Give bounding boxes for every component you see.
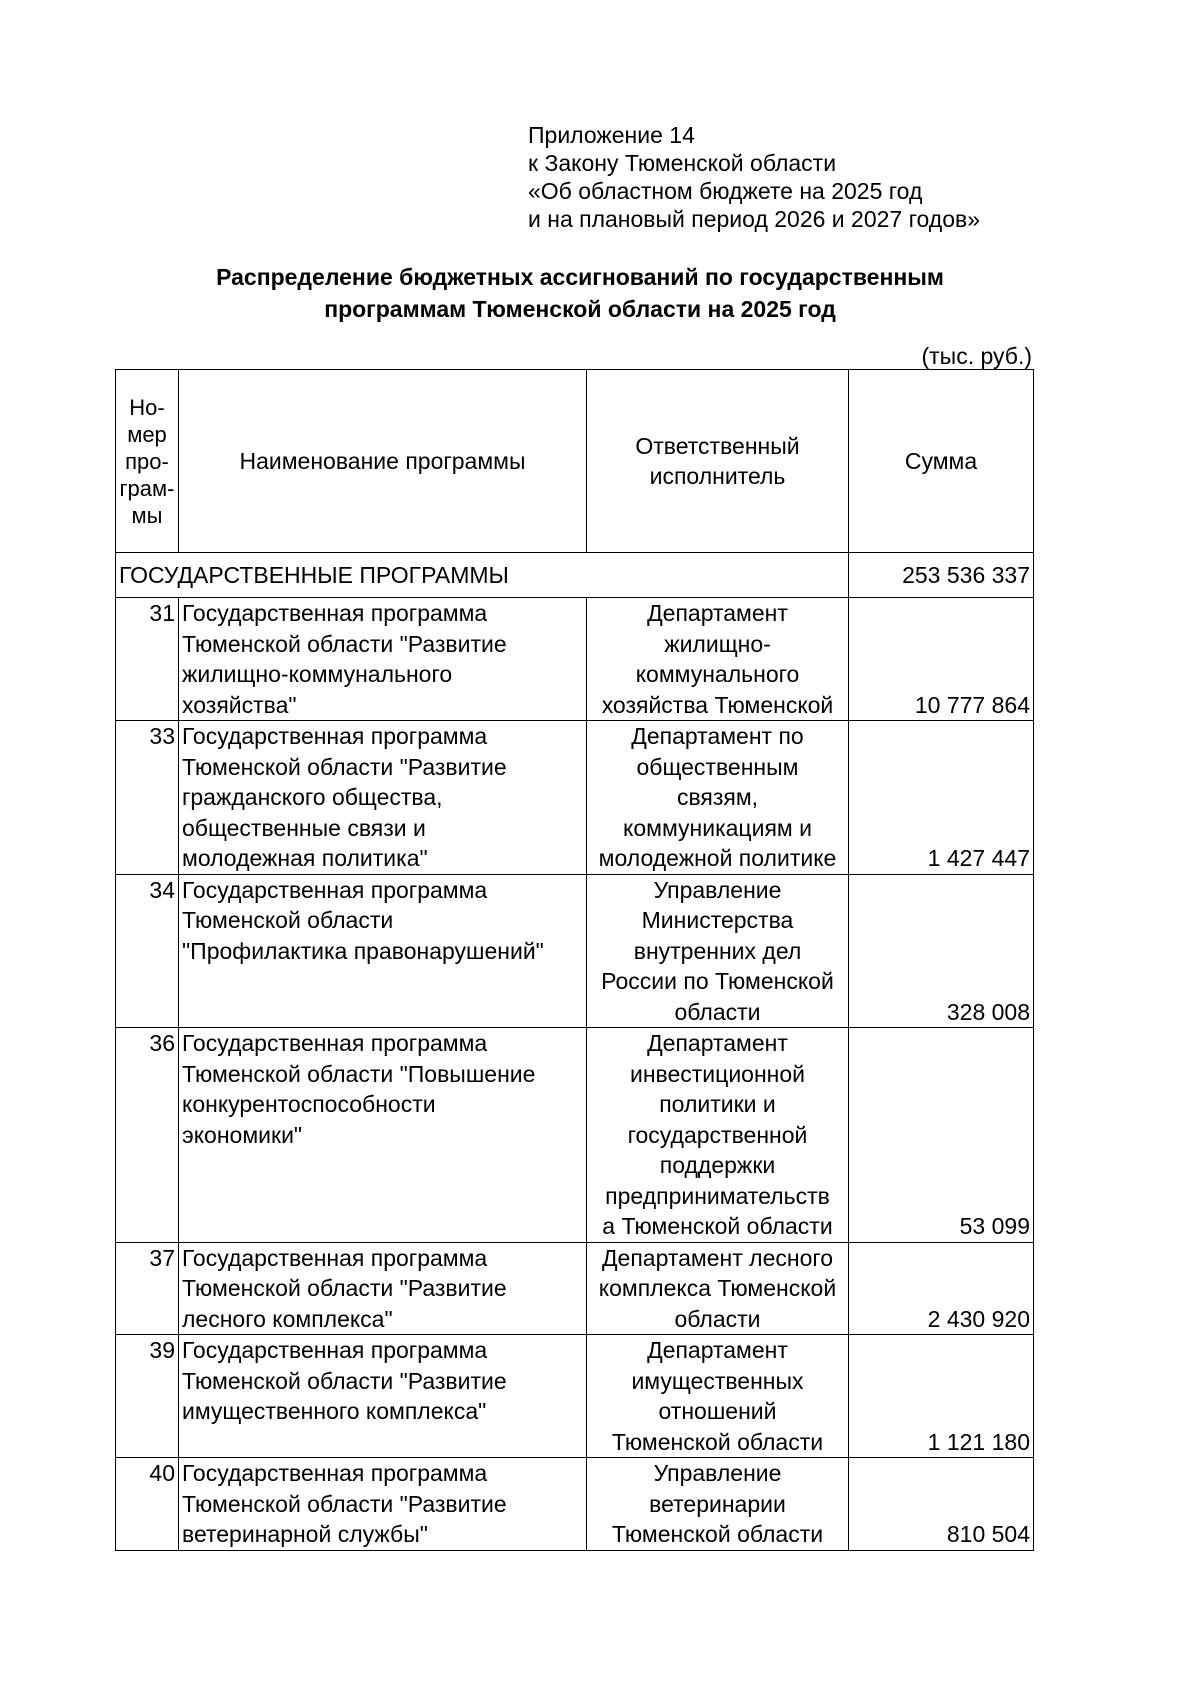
program-name-line: Государственная программа [182, 1030, 488, 1056]
program-number: 31 [116, 598, 179, 721]
table-row [116, 598, 1034, 721]
appendix-header [528, 121, 1088, 233]
program-name [179, 598, 587, 721]
executor-line: государственной [627, 1121, 808, 1148]
executor-line: Тюменской области [611, 1521, 824, 1547]
table-row [116, 721, 1034, 875]
executor-line: области [674, 1305, 761, 1332]
executor-line: внутренних дел [633, 937, 802, 964]
executor-line: Управление [653, 1460, 782, 1486]
appendix-line: «Об областном бюджете на 2025 год [528, 178, 923, 204]
program-name-line: Государственная программа [182, 600, 488, 626]
program-number: 36 [116, 1028, 179, 1243]
executor-line: молодежной политике [598, 845, 837, 871]
executor-line: поддержки [659, 1152, 776, 1178]
responsible-executor [587, 721, 849, 875]
program-name-line: Тюменской области [182, 907, 394, 933]
table-row [116, 1028, 1034, 1243]
responsible-executor [587, 1335, 849, 1458]
program-name-line: ветеринарной службы" [182, 1521, 428, 1547]
executor-line: Департамент лесного [601, 1244, 834, 1271]
program-name-line: Тюменской области "Развитие [182, 630, 507, 657]
executor-line: общественным [636, 753, 799, 780]
program-sum: 1 427 447 [849, 721, 1034, 875]
table-row [116, 1335, 1034, 1458]
executor-line: а Тюменской области [602, 1213, 833, 1239]
responsible-executor [587, 1242, 849, 1335]
document-title [160, 261, 1000, 325]
program-name-line: Государственная программа [182, 1244, 488, 1271]
program-sum: 328 008 [849, 874, 1034, 1028]
appendix-line: к Закону Тюменской области [528, 150, 837, 176]
program-name-line: экономики" [182, 1121, 303, 1148]
executor-line: ветеринарии [649, 1490, 786, 1517]
header-line: мы [131, 502, 163, 528]
program-name-line: "Профилактика правонарушений" [182, 937, 544, 964]
executor-line: жилищно- [664, 630, 771, 657]
program-number: 33 [116, 721, 179, 875]
table-row [116, 1242, 1034, 1335]
executor-line: предпринимательств [605, 1182, 830, 1209]
program-name-line: Государственная программа [182, 723, 488, 749]
program-name-line: лесного комплекса" [182, 1305, 393, 1332]
executor-line: хозяйства Тюменской [601, 691, 834, 718]
program-number: 39 [116, 1335, 179, 1458]
executor-line: Департамент [647, 600, 788, 626]
executor-line: Департамент по [631, 723, 804, 749]
budget-table [115, 369, 1034, 1551]
responsible-executor [587, 874, 849, 1028]
executor-line: отношений [658, 1398, 777, 1424]
executor-line: комплекса Тюменской [598, 1275, 837, 1301]
program-name-line: гражданского общества, [182, 784, 443, 810]
program-sum: 2 430 920 [849, 1242, 1034, 1335]
appendix-line: Приложение 14 [528, 122, 695, 148]
title-line: программам Тюменской области на 2025 год [324, 296, 836, 322]
header-line: про- [125, 448, 169, 474]
program-name [179, 1335, 587, 1458]
executor-line: Департамент [647, 1030, 788, 1056]
program-name-line: Тюменской области "Развитие [182, 1490, 507, 1517]
executor-line: Департамент [647, 1337, 788, 1363]
header-line: грам- [119, 475, 175, 501]
executor-line: России по Тюменской [601, 968, 834, 994]
header-line: мер [127, 421, 167, 447]
program-name-line: молодежная политика" [182, 845, 428, 871]
table-row [116, 1458, 1034, 1551]
program-sum: 810 504 [849, 1458, 1034, 1551]
program-number: 37 [116, 1242, 179, 1335]
appendix-line: и на плановый период 2026 и 2027 годов» [528, 206, 980, 232]
program-name-line: хозяйства" [182, 691, 297, 718]
responsible-executor [587, 1458, 849, 1551]
responsible-executor [587, 598, 849, 721]
program-sum: 1 121 180 [849, 1335, 1034, 1458]
total-row [116, 553, 1034, 598]
program-name-line: Тюменской области "Повышение [182, 1060, 536, 1087]
program-name-line: общественные связи и [182, 814, 426, 841]
executor-line: коммунального [635, 661, 800, 687]
header-line: Но- [129, 394, 165, 420]
program-name [179, 1028, 587, 1243]
table-row [116, 874, 1034, 1028]
executor-line: Министерства [641, 907, 794, 933]
program-name-line: Тюменской области "Развитие [182, 1275, 507, 1301]
total-sum: 253 536 337 [849, 553, 1034, 598]
total-label: ГОСУДАРСТВЕННЫЕ ПРОГРАММЫ [116, 553, 849, 598]
executor-line: области [674, 998, 761, 1025]
program-name [179, 1242, 587, 1335]
responsible-executor [587, 1028, 849, 1243]
program-name-line: Государственная программа [182, 1337, 488, 1363]
column-header-sum: Сумма [849, 370, 1034, 553]
executor-line: инвестиционной [629, 1060, 806, 1087]
program-name-line: Тюменской области "Развитие [182, 1367, 507, 1394]
executor-line: Управление [653, 876, 782, 903]
program-name-line: Государственная программа [182, 1460, 488, 1486]
header-line: Ответственный [635, 432, 800, 459]
column-header-number [116, 370, 179, 553]
table-header-row [116, 370, 1034, 553]
program-sum: 53 099 [849, 1028, 1034, 1243]
program-sum: 10 777 864 [849, 598, 1034, 721]
program-number: 34 [116, 874, 179, 1028]
title-line: Распределение бюджетных ассигнований по государственным [216, 264, 944, 290]
executor-line: коммуникациям и [623, 814, 812, 841]
executor-line: политики и [659, 1091, 776, 1117]
header-line: исполнитель [649, 463, 786, 489]
executor-line: имущественных [631, 1367, 804, 1394]
program-number: 40 [116, 1458, 179, 1551]
units-label: (тыс. руб.) [921, 343, 1032, 369]
executor-line: связям, [676, 784, 759, 810]
program-name [179, 874, 587, 1028]
executor-line: Тюменской области [611, 1428, 824, 1455]
program-name-line: Тюменской области "Развитие [182, 753, 507, 780]
program-name-line: конкурентоспособности [182, 1091, 436, 1117]
program-name [179, 721, 587, 875]
column-header-executor [587, 370, 849, 553]
column-header-name: Наименование программы [179, 370, 587, 553]
program-name-line: имущественного комплекса" [182, 1398, 487, 1424]
program-name-line: жилищно-коммунального [182, 661, 453, 687]
program-name [179, 1458, 587, 1551]
program-name-line: Государственная программа [182, 876, 488, 903]
